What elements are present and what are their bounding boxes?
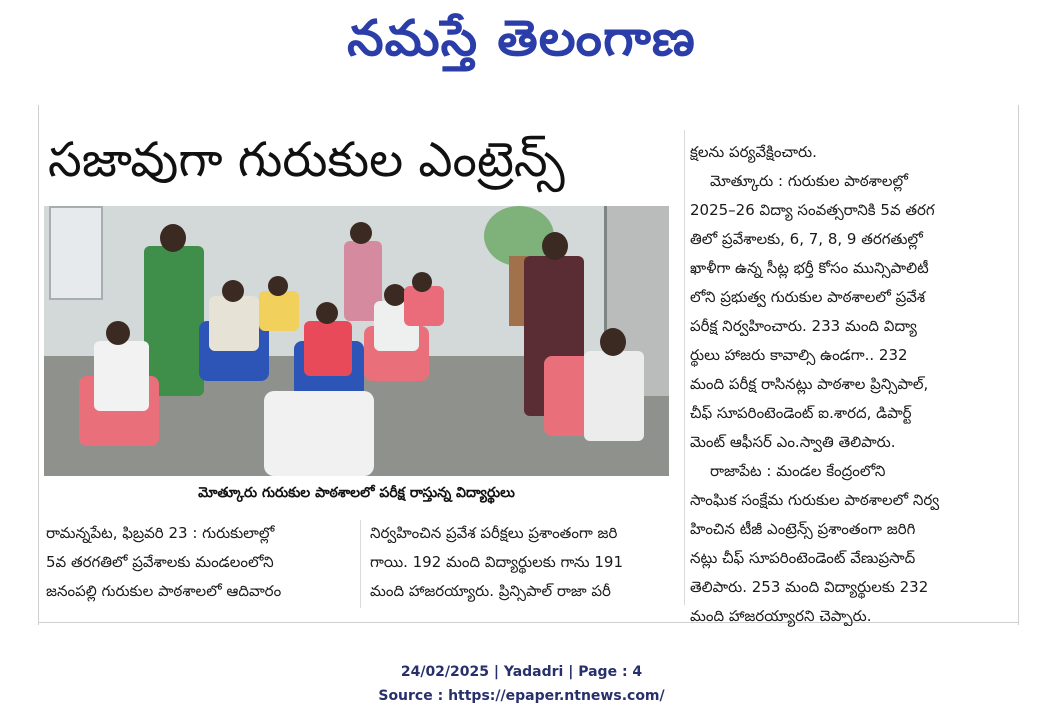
text-line: సాంఘిక సంక్షేమ గురుకుల పాఠశాలలో నిర్వ bbox=[690, 491, 940, 509]
text-line: జనంపల్లి గురుకుల పాఠశాలలో ఆదివారం bbox=[46, 582, 282, 600]
text-line: మోత్కూరు : గురుకుల పాఠశాలల్లో bbox=[710, 172, 908, 190]
article-column-3 bbox=[690, 138, 1005, 631]
text-line: రాజాపేట : మండల కేంద్రంలోని bbox=[710, 462, 886, 480]
text-line: 5వ తరగతిలో ప్రవేశాలకు మండలంలోని bbox=[46, 553, 274, 571]
column-divider bbox=[360, 520, 361, 608]
text-line: 2025–26 విద్యా సంవత్సరానికి 5వ తరగ bbox=[690, 201, 935, 219]
article-headline: సజావుగా గురుకుల ఎంట్రెన్స్ bbox=[48, 132, 565, 188]
text-line: రామన్నపేట, ఫిబ్రవరి 23 : గురుకులాల్లో bbox=[46, 524, 275, 542]
newspaper-masthead bbox=[0, 4, 1043, 74]
masthead-title: నమస్తే తెలంగాణ bbox=[347, 10, 696, 68]
article-column-2 bbox=[370, 519, 675, 606]
article-column-1 bbox=[46, 519, 346, 606]
text-line: చీఫ్ సూపరింటెండెంట్ ఐ.శారద, డిపార్ట్ bbox=[690, 404, 912, 422]
text-line: మెంట్ ఆఫీసర్ ఎం.స్వాతి తెలిపారు. bbox=[690, 433, 896, 451]
footer-date-edition: 24/02/2025 | Yadadri | Page : 4 bbox=[400, 664, 643, 680]
text-line: మంది పరీక్ష రాసినట్లు పాఠశాల ప్రిన్సిపాల్, bbox=[690, 375, 929, 393]
column-divider bbox=[684, 130, 685, 605]
footer-source-link[interactable]: Source : https://epaper.ntnews.com/ bbox=[378, 688, 665, 704]
text-line: లోని ప్రభుత్వ గురుకుల పాఠశాలలో ప్రవేశ bbox=[690, 288, 926, 306]
clip-border-right bbox=[1018, 105, 1019, 625]
text-line: గాయి. 192 మంది విద్యార్థులకు గాను 191 bbox=[370, 553, 623, 571]
photo-caption: మోత్కూరు గురుకుల పాఠశాలలో పరీక్ష రాస్తున్న విద్యార్థులు bbox=[198, 485, 515, 501]
text-line: తెలిపారు. 253 మంది విద్యార్థులకు 232 bbox=[690, 578, 929, 596]
text-line: ఖాళీగా ఉన్న సీట్ల భర్తీ కోసం మున్సిపాలిటీ bbox=[690, 259, 929, 277]
text-line: మంది హాజరయ్యారు. ప్రిన్సిపాల్ రాజా పరీ bbox=[370, 582, 611, 600]
article-photo bbox=[44, 206, 669, 476]
text-line: తిలో ప్రవేశాలకు, 6, 7, 8, 9 తరగతుల్లో bbox=[690, 230, 923, 248]
clip-border-left bbox=[38, 105, 39, 625]
text-line: నట్లు చీఫ్ సూపరింటెండెంట్ వేణుప్రసాద్ bbox=[690, 549, 916, 567]
text-line: ర్థులు హాజరు కావాల్సి ఉండగా.. 232 bbox=[690, 346, 908, 364]
text-line: పరీక్ష నిర్వహించారు. 233 మంది విద్యా bbox=[690, 317, 917, 335]
page-footer bbox=[0, 660, 1043, 708]
text-line: క్షలను పర్యవేక్షించారు. bbox=[690, 143, 817, 161]
text-line: నిర్వహించిన ప్రవేశ పరీక్షలు ప్రశాంతంగా జరి bbox=[370, 524, 618, 542]
text-line: హించిన టీజీ ఎంట్రెన్స్ ప్రశాంతంగా జరిగి bbox=[690, 520, 916, 538]
text-line: మంది హాజరయ్యారని చెప్పారు. bbox=[690, 607, 872, 625]
